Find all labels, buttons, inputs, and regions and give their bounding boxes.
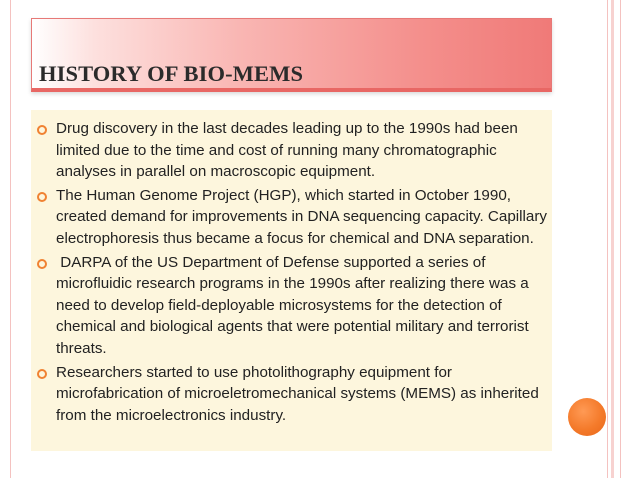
slide-title: HISTORY OF BIO-MEMS <box>39 61 304 86</box>
content-panel <box>31 110 552 451</box>
circle-bullet-icon <box>37 259 47 269</box>
circle-bullet-icon <box>37 369 47 379</box>
bullet-item-4 <box>31 362 552 427</box>
bullet-item-2 <box>31 185 552 250</box>
bullet-item-3 <box>31 252 552 360</box>
circle-bullet-icon <box>37 192 47 202</box>
decor-line-right-3 <box>620 0 621 478</box>
bullet-text-4: Researchers started to use photolithography equipment for microfabrication of microeletromechanical systems (MEMS) as inherited from the microelectronics industry. <box>56 363 539 424</box>
decor-line-left <box>10 0 11 478</box>
bullet-text-1: Drug discovery in the last decades leading up to the 1990s had been limited due to the time and cost of running many chromatographic analyses in parallel on macroscopic equipment. <box>56 120 518 181</box>
title-banner <box>31 18 552 92</box>
circle-bullet-icon <box>37 125 47 135</box>
bullet-text-3: DARPA of the US Department of Defense supported a series of microfluidic research programs in the 1990s after realizing there was a need to develop field-deployable microsystems for the detection of chemical and biological agents that were potential military and terrorist threats. <box>56 253 533 357</box>
decor-line-right-1 <box>607 0 608 478</box>
bullet-text-2: The Human Genome Project (HGP), which started in October 1990, created demand for improvements in DNA sequencing capacity. Capillary electrophoresis thus became a focus for chemical and DNA separation. <box>56 186 548 247</box>
orange-circle-icon <box>568 398 606 436</box>
bullet-item-1 <box>31 118 552 183</box>
decor-line-right-2 <box>611 0 614 478</box>
bullet-list <box>31 110 552 426</box>
